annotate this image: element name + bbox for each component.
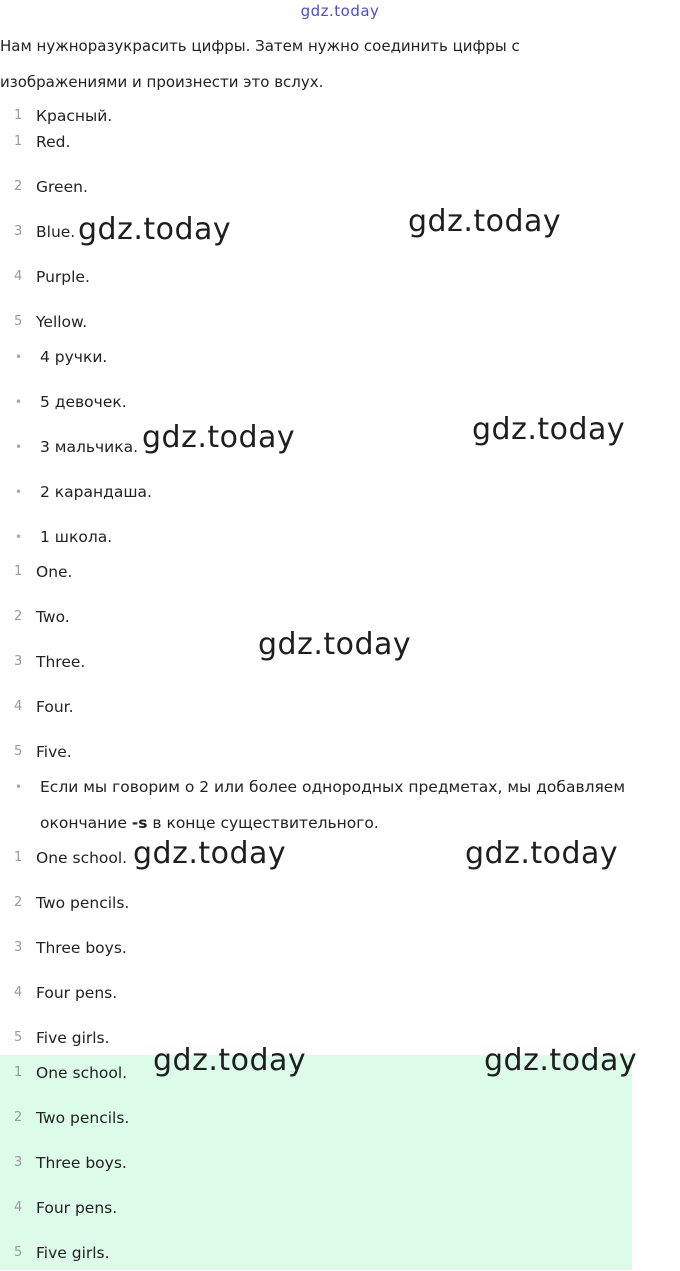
bullet-marker: • [15,350,23,364]
list-number: 1 [14,108,23,123]
list-number: 5 [14,1030,23,1045]
list-text: 4 ручки. [40,348,108,366]
list-item [0,169,680,205]
watermark: gdz.today [465,836,619,871]
watermark: gdz.today [472,412,626,447]
list-item [0,689,680,725]
list-item [0,975,680,1011]
site-header: gdz.today [300,2,380,20]
list-text: Five. [36,743,72,761]
list-text: Red. [36,133,71,151]
list-item [0,554,680,590]
list-number: 3 [14,1155,23,1170]
list-number: 2 [14,895,23,910]
bullet-marker: • [15,485,23,499]
intro-paragraph: Нам нужноразукрасить цифры. Затем нужно соединить цифры с изображениями и произнести это вслух. [0,37,520,91]
watermark: gdz.today [153,1043,307,1078]
list-text: Красный. [36,107,113,125]
list-item [0,1145,680,1181]
list-text: Three. [36,653,86,671]
list-item [0,930,680,966]
watermark: gdz.today [258,627,412,662]
list-number: 1 [14,1065,23,1080]
rule-paragraph [40,769,660,841]
list-text: Two. [36,608,70,626]
list-item [0,885,680,921]
list-number: 2 [14,1110,23,1125]
list-text: Five girls. [36,1029,110,1047]
bullet-marker: • [15,440,23,454]
list-number: 1 [14,134,23,149]
list-text: 5 девочек. [40,393,127,411]
list-item [0,1100,680,1136]
list-item [0,124,680,160]
list-text: One school. [36,1064,128,1082]
watermark: gdz.today [142,420,296,455]
list-text: 1 школа. [40,528,113,546]
list-item [0,304,680,340]
list-number: 1 [14,850,23,865]
watermark: gdz.today [408,204,562,239]
watermark: gdz.today [484,1043,638,1078]
list-text: One. [36,563,73,581]
list-text: Green. [36,178,88,196]
list-number: 3 [14,224,23,239]
list-text: 2 карандаша. [40,483,152,501]
list-number: 4 [14,269,23,284]
list-text: Blue. [36,223,76,241]
list-number: 3 [14,654,23,669]
list-text: Three boys. [36,939,127,957]
list-text: One school. [36,849,128,867]
list-item [0,1190,680,1226]
list-number: 1 [14,564,23,579]
list-number: 4 [14,699,23,714]
list-item [0,259,680,295]
list-number: 4 [14,985,23,1000]
list-number: 2 [14,609,23,624]
list-text: Three boys. [36,1154,127,1172]
list-text: Four pens. [36,1199,118,1217]
list-number: 5 [14,1245,23,1260]
list-text: Five girls. [36,1244,110,1262]
list-item [0,474,680,510]
watermark: gdz.today [78,212,232,247]
rule-suffix: -s [131,814,148,832]
list-text: Four pens. [36,984,118,1002]
list-number: 2 [14,179,23,194]
bullet-marker: • [15,780,23,794]
rule-text-before: Если мы говорим о 2 или более однородных предметах, мы добавляем окончание [40,778,626,832]
list-number: 4 [14,1200,23,1215]
list-item [0,734,680,770]
list-text: Four. [36,698,74,716]
list-number: 5 [14,314,23,329]
list-item [0,519,680,555]
list-item [0,1235,680,1271]
list-text: Purple. [36,268,90,286]
bullet-marker: • [15,395,23,409]
list-text: Yellow. [36,313,88,331]
list-number: 5 [14,744,23,759]
list-text: Two pencils. [36,894,130,912]
list-item [0,339,680,375]
watermark: gdz.today [133,836,287,871]
rule-text-after: в конце существительного. [147,814,379,832]
list-text: Two pencils. [36,1109,130,1127]
list-text: 3 мальчика. [40,438,139,456]
bullet-marker: • [15,530,23,544]
list-number: 3 [14,940,23,955]
